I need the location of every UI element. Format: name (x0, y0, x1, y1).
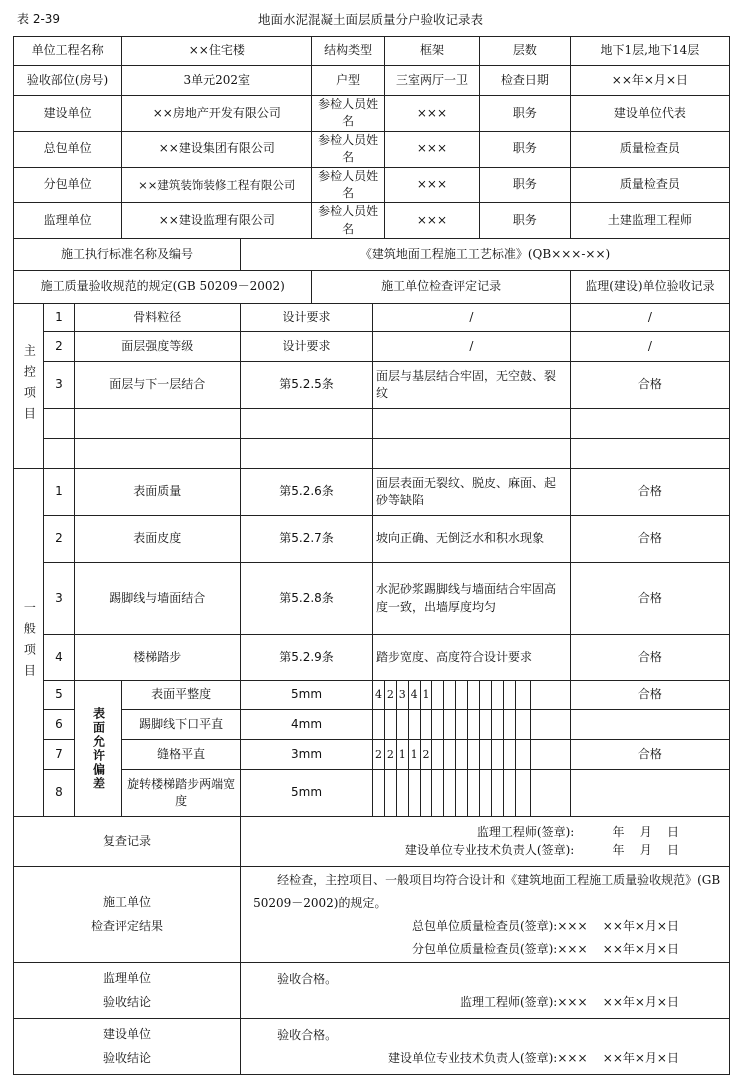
owner-sign: 建设单位专业技术负责人(签章):××× ××年×月×日 (387, 1050, 679, 1065)
measure-cell: 4 (408, 681, 420, 710)
measure-cell: 4 (372, 681, 384, 710)
house-type-label: 户型 (312, 66, 384, 96)
item-number: 3 (44, 362, 74, 409)
measure-cell (432, 710, 444, 740)
measure-cell (408, 770, 420, 817)
inspector-label: 参检人员姓名 (312, 167, 384, 203)
item-requirement: 第5.2.5条 (241, 362, 373, 409)
unit-value: ××建设监理有限公司 (122, 203, 312, 239)
column-header-row (14, 271, 730, 304)
item-name: 面层与下一层结合 (74, 362, 241, 409)
empty-row (14, 439, 730, 469)
item-result (570, 710, 729, 740)
general-contractor-sign: 总包单位质量检查员(签章):××× ××年×月×日 (411, 918, 679, 933)
measure-cell (396, 710, 408, 740)
construction-label-line1: 施工单位 (103, 895, 152, 910)
item-result: 合格 (570, 681, 729, 710)
owner-result-text: 验收合格。 (277, 1028, 338, 1043)
general-items-group-label: 一般项目 (14, 469, 44, 817)
role-value: 土建监理工程师 (570, 203, 729, 239)
main-item-row (14, 332, 730, 362)
floors-label: 层数 (480, 37, 571, 66)
measure-cell (468, 710, 480, 740)
tolerance-row (14, 710, 730, 740)
measure-cell (444, 740, 456, 770)
item-name: 表面质量 (74, 469, 241, 516)
item-result: 合格 (570, 563, 729, 635)
recheck-label: 复查记录 (14, 817, 241, 867)
construction-result-text: 经检查，主控项目、一般项目均符合设计和《建筑地面工程施工质量验收规范》(GB 50209－2002)的规定。 (253, 873, 721, 910)
supervision-label-line2: 验收结论 (103, 994, 152, 1009)
measure-cell (468, 740, 480, 770)
item-requirement: 第5.2.8条 (241, 563, 373, 635)
tolerance-name: 缝格平直 (122, 740, 241, 770)
owner-result-label (14, 1019, 241, 1075)
measure-cell (480, 681, 492, 710)
main-item-row (14, 362, 730, 409)
inspector-label: 参检人员姓名 (312, 131, 384, 167)
item-number: 2 (44, 516, 74, 563)
supervision-column-header: 监理(建设)单位验收记录 (570, 271, 729, 304)
item-record: 面层表面无裂纹、脱皮、麻面、起砂等缺陷 (372, 469, 570, 516)
measure-cell (420, 710, 432, 740)
owner-label-line2: 验收结论 (103, 1050, 152, 1065)
role-label: 职务 (480, 131, 571, 167)
role-label: 职务 (480, 203, 571, 239)
item-requirement: 第5.2.7条 (241, 516, 373, 563)
inspector-value: ××× (384, 203, 479, 239)
item-result: / (570, 332, 729, 362)
item-name: 骨料粒径 (74, 304, 241, 332)
item-requirement: 设计要求 (241, 332, 373, 362)
measure-cell: 1 (408, 740, 420, 770)
measure-cell (372, 770, 384, 817)
measure-cell (444, 770, 456, 817)
supervision-result-row (14, 963, 730, 1019)
standard-label: 施工执行标准名称及编号 (14, 239, 241, 271)
info-row-owner (14, 96, 730, 132)
info-row-supervisor (14, 203, 730, 239)
part-value: 3单元202室 (122, 66, 312, 96)
main-item-row (14, 304, 730, 332)
role-value: 质量检查员 (570, 131, 729, 167)
measure-cell (515, 681, 530, 710)
measure-cell (456, 770, 468, 817)
item-number: 2 (44, 332, 74, 362)
unit-label: 建设单位 (14, 96, 122, 132)
supervision-result-label (14, 963, 241, 1019)
item-number: 4 (44, 635, 74, 681)
tolerance-limit: 5mm (241, 770, 373, 817)
recheck-supervisor-sign: 监理工程师(签章): 年 月 日 (476, 825, 679, 840)
info-row-part (14, 66, 730, 96)
role-label: 职务 (480, 96, 571, 132)
tolerance-limit: 3mm (241, 740, 373, 770)
unit-label: 总包单位 (14, 131, 122, 167)
inspector-label: 参检人员姓名 (312, 203, 384, 239)
project-value: ××住宅楼 (122, 37, 312, 66)
owner-result-row (14, 1019, 730, 1075)
measure-cell (444, 681, 456, 710)
item-number: 1 (44, 304, 74, 332)
general-item-row (14, 563, 730, 635)
measure-cell (480, 710, 492, 740)
item-requirement: 第5.2.6条 (241, 469, 373, 516)
item-record: 坡向正确、无倒泛水和积水现象 (372, 516, 570, 563)
unit-value: ××房地产开发有限公司 (122, 96, 312, 132)
item-record: 水泥砂浆踢脚线与墙面结合牢固高度一致，出墙厚度均匀 (372, 563, 570, 635)
item-result: 合格 (570, 469, 729, 516)
item-result: / (570, 304, 729, 332)
item-result: 合格 (570, 635, 729, 681)
measure-cell (372, 710, 384, 740)
role-value: 质量检查员 (570, 167, 729, 203)
project-label: 单位工程名称 (14, 37, 122, 66)
measure-cell (444, 710, 456, 740)
measure-cell (491, 681, 503, 710)
general-item-row (14, 469, 730, 516)
date-label: 检查日期 (480, 66, 571, 96)
supervision-result-text: 验收合格。 (277, 972, 338, 987)
item-name: 楼梯踏步 (74, 635, 241, 681)
measure-cell: 2 (384, 681, 396, 710)
item-result: 合格 (570, 516, 729, 563)
measure-cell (408, 710, 420, 740)
item-record: 面层与基层结合牢固，无空鼓、裂纹 (372, 362, 570, 409)
measure-cell (432, 770, 444, 817)
measure-cell: 2 (384, 740, 396, 770)
tolerance-limit: 5mm (241, 681, 373, 710)
recheck-owner-sign: 建设单位专业技术负责人(签章): 年 月 日 (404, 842, 679, 857)
item-name: 踢脚线与墙面结合 (74, 563, 241, 635)
tolerance-name: 旋转楼梯踏步两端宽度 (122, 770, 241, 817)
owner-label-line1: 建设单位 (103, 1027, 152, 1042)
measure-cell (468, 681, 480, 710)
item-number: 7 (44, 740, 74, 770)
info-row-general-contractor (14, 131, 730, 167)
measure-cell (515, 740, 530, 770)
tolerance-row (14, 740, 730, 770)
house-type-value: 三室两厅一卫 (384, 66, 479, 96)
item-record: 踏步宽度、高度符合设计要求 (372, 635, 570, 681)
item-number: 6 (44, 710, 74, 740)
measure-cell: 1 (396, 740, 408, 770)
item-name: 表面皮度 (74, 516, 241, 563)
unit-value: ××建筑装饰装修工程有限公司 (122, 167, 312, 203)
measure-cell: 2 (372, 740, 384, 770)
measure-cell: 2 (420, 740, 432, 770)
construction-result-content (241, 867, 730, 963)
measure-cell (491, 770, 503, 817)
measure-cell (420, 770, 432, 817)
part-label: 验收部位(房号) (14, 66, 122, 96)
measure-cell (491, 740, 503, 770)
measure-cell: 3 (396, 681, 408, 710)
construction-result-row (14, 867, 730, 963)
measure-cell (456, 681, 468, 710)
inspector-value: ××× (384, 96, 479, 132)
item-record: / (372, 332, 570, 362)
item-result: 合格 (570, 362, 729, 409)
item-number: 3 (44, 563, 74, 635)
measure-cell (515, 770, 530, 817)
table-number: 表 2-39 (17, 12, 61, 26)
measure-cell: 1 (420, 681, 432, 710)
date-value: ××年×月×日 (570, 66, 729, 96)
tolerance-row (14, 770, 730, 817)
measure-cell (468, 770, 480, 817)
inspector-value: ××× (384, 131, 479, 167)
inspector-value: ××× (384, 167, 479, 203)
inspector-label: 参检人员姓名 (312, 96, 384, 132)
unit-label: 监理单位 (14, 203, 122, 239)
measure-cell (384, 710, 396, 740)
item-requirement: 第5.2.9条 (241, 635, 373, 681)
measure-cell (432, 740, 444, 770)
header (0, 6, 741, 30)
page-title: 地面水泥混凝土面层质量分户验收记录表 (257, 12, 483, 27)
item-result: 合格 (570, 740, 729, 770)
measure-cell (480, 770, 492, 817)
item-result (570, 770, 729, 817)
supervision-label-line1: 监理单位 (103, 971, 152, 986)
measure-cell (456, 740, 468, 770)
unit-value: ××建设集团有限公司 (122, 131, 312, 167)
empty-row (14, 409, 730, 439)
structure-value: 框架 (384, 37, 479, 66)
info-row-subcontractor (14, 167, 730, 203)
acceptance-record-table (13, 36, 730, 1075)
tolerance-limit: 4mm (241, 710, 373, 740)
measure-cell (432, 681, 444, 710)
structure-label: 结构类型 (312, 37, 384, 66)
tolerance-row (14, 681, 730, 710)
supervision-sign: 监理工程师(签章):××× ××年×月×日 (459, 994, 679, 1009)
measure-cell (456, 710, 468, 740)
item-number: 5 (44, 681, 74, 710)
construction-result-label (14, 867, 241, 963)
unit-label: 分包单位 (14, 167, 122, 203)
construction-column-header: 施工单位检查评定记录 (312, 271, 570, 304)
construction-label-line2: 检查评定结果 (91, 918, 164, 933)
standard-row (14, 239, 730, 271)
recheck-row (14, 817, 730, 867)
measure-cell (491, 710, 503, 740)
item-number: 1 (44, 469, 74, 516)
item-name: 面层强度等级 (74, 332, 241, 362)
supervision-result-content (241, 963, 730, 1019)
tolerance-name: 踢脚线下口平直 (122, 710, 241, 740)
measure-cell (503, 770, 515, 817)
measure-cell (384, 770, 396, 817)
general-item-row (14, 635, 730, 681)
info-row-project (14, 37, 730, 66)
general-item-row (14, 516, 730, 563)
tolerance-group-label: 表面允许偏差 (74, 681, 122, 817)
measure-cell (396, 770, 408, 817)
measure-cell (503, 681, 515, 710)
measure-cell (503, 710, 515, 740)
tolerance-name: 表面平整度 (122, 681, 241, 710)
main-items-group-label: 主控项目 (14, 304, 44, 469)
item-record: / (372, 304, 570, 332)
subcontractor-sign: 分包单位质量检查员(签章):××× ××年×月×日 (411, 941, 679, 956)
measure-cell (515, 710, 530, 740)
item-number: 8 (44, 770, 74, 817)
role-label: 职务 (480, 167, 571, 203)
recheck-signatures (241, 817, 730, 867)
role-value: 建设单位代表 (570, 96, 729, 132)
owner-result-content (241, 1019, 730, 1075)
standard-value: 《建筑地面工程施工工艺标准》(QB×××-××) (241, 239, 730, 271)
floors-value: 地下1层,地下14层 (570, 37, 729, 66)
spec-column-header: 施工质量验收规范的规定(GB 50209－2002) (14, 271, 312, 304)
measure-cell (503, 740, 515, 770)
item-requirement: 设计要求 (241, 304, 373, 332)
measure-cell (480, 740, 492, 770)
